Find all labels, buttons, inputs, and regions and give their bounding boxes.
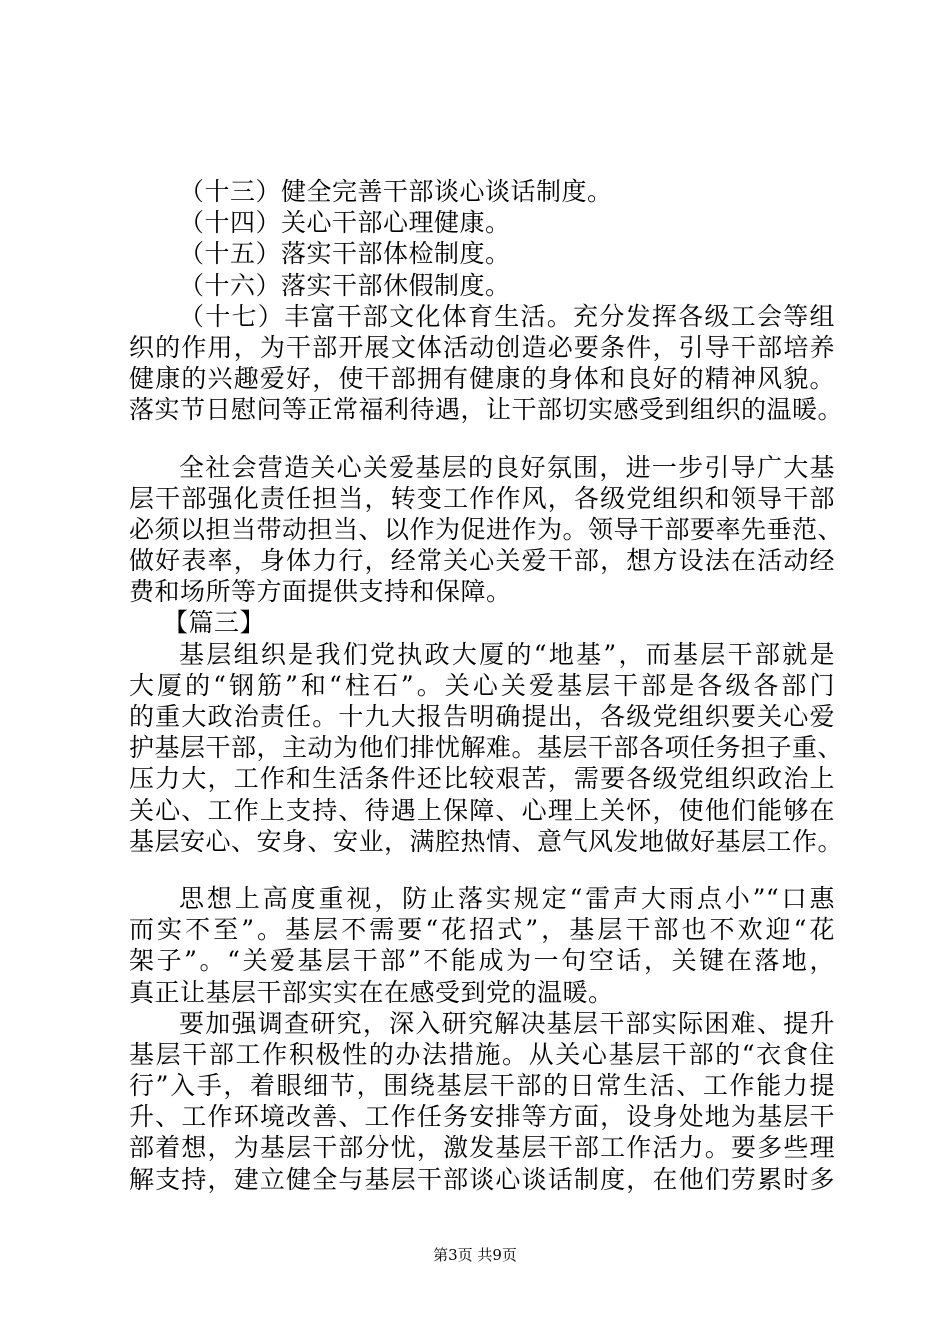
text-line: 健康的兴趣爱好，使干部拥有健康的身体和良好的精神风貌。 xyxy=(129,364,835,394)
paragraph-17 xyxy=(129,301,844,426)
text-line: 基层安心、安身、安业，满腔热情、意气风发地做好基层工作。 xyxy=(129,826,844,856)
paragraph-research xyxy=(129,1008,835,1195)
text-line: 行”入手，着眼细节，围绕基层干部的日常生活、工作能力提 xyxy=(129,1071,835,1101)
text-line: 费和场所等方面提供支持和保障。 xyxy=(129,577,512,607)
text-line: 织的作用，为干部开展文体活动创造必要条件，引导干部培养 xyxy=(129,332,835,362)
page-number-footer: 第3页 共9页 xyxy=(433,1246,517,1264)
text-line: 基层干部工作积极性的办法措施。从关心基层干部的“衣食住 xyxy=(129,1039,835,1069)
paragraph-16 xyxy=(129,270,835,301)
paragraph-13 xyxy=(129,176,835,207)
document-body xyxy=(129,176,844,1195)
text-line: 全社会营造关心关爱基层的良好氛围，进一步引导广大基 xyxy=(179,452,835,482)
paragraph-15 xyxy=(129,238,835,269)
text-line: （十七）丰富干部文化体育生活。充分发挥各级工会等组 xyxy=(179,301,835,331)
text-line: 护基层干部，主动为他们排忧解难。基层干部各项任务担子重、 xyxy=(129,733,844,763)
paragraph-14 xyxy=(129,207,835,238)
text-line: 真正让基层干部实实在在感受到党的温暖。 xyxy=(129,977,614,1007)
text-line: 解支持，建立健全与基层干部谈心谈话制度，在他们劳累时多 xyxy=(129,1164,835,1194)
text-line: 基层组织是我们党执政大厦的“地基”，而基层干部就是 xyxy=(179,639,835,669)
text-line: 大厦的“钢筋”和“柱石”。关心关爱基层干部是各级各部门 xyxy=(129,670,835,700)
text-line: 必须以担当带动担当、以作为促进作为。领导干部要率先垂范、 xyxy=(129,514,844,544)
text-line: 做好表率，身体力行，经常关心关爱干部，想方设法在活动经 xyxy=(129,546,835,576)
text-line: 关心、工作上支持、待遇上保障、心理上关怀，使他们能够在 xyxy=(129,795,835,825)
paragraph-attention xyxy=(129,883,835,1008)
text-line: （十六）落实干部休假制度。 xyxy=(179,270,511,300)
text-line: 压力大，工作和生活条件还比较艰苦，需要各级党组织政治上 xyxy=(129,764,835,794)
text-line: 落实节日慰问等正常福利待遇，让干部切实感受到组织的温暖。 xyxy=(129,395,844,425)
text-line: 的重大政治责任。十九大报告明确提出，各级党组织要关心爱 xyxy=(129,702,835,731)
paragraph-atmosphere xyxy=(129,452,844,608)
text-line: 思想上高度重视，防止落实规定“雷声大雨点小”“口惠 xyxy=(179,883,835,913)
text-line: 而实不至”。基层不需要“花招式”，基层干部也不欢迎“花 xyxy=(129,915,835,945)
text-line: 层干部强化责任担当，转变工作作风，各级党组织和领导干部 xyxy=(129,483,835,513)
text-line: （十五）落实干部体检制度。 xyxy=(179,239,511,269)
section-title: 【篇三】 xyxy=(163,608,266,638)
text-line: 升、工作环境改善、工作任务安排等方面，设身处地为基层干 xyxy=(129,1102,835,1132)
paragraph-gap xyxy=(129,426,835,452)
section-heading xyxy=(129,607,835,638)
text-line: （十四）关心干部心理健康。 xyxy=(179,208,511,238)
text-line: 部着想，为基层干部分忧，激发基层干部工作活力。要多些理 xyxy=(129,1133,835,1163)
text-line: 架子”。“关爱基层干部”不能成为一句空话，关键在落地， xyxy=(129,946,835,976)
paragraph-gap xyxy=(129,857,835,883)
text-line: （十三）健全完善干部谈心谈话制度。 xyxy=(179,177,613,206)
text-line: 要加强调查研究，深入研究解决基层干部实际困难、提升 xyxy=(179,1008,835,1038)
paragraph-foundation xyxy=(129,639,844,857)
